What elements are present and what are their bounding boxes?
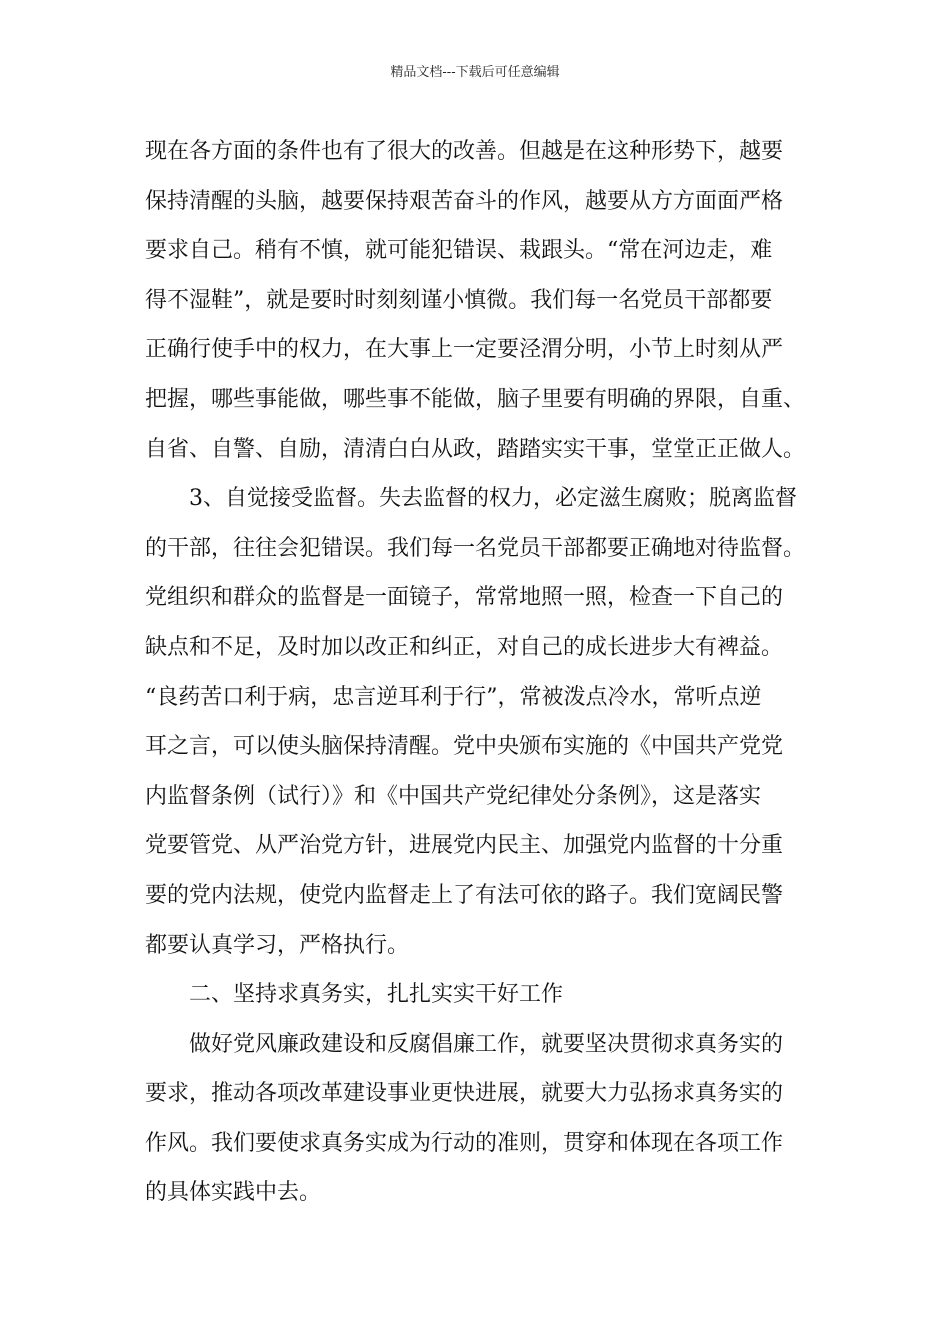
text-line: 缺点和不足，及时加以改正和纠正，对自己的成长进步大有裨益。 — [145, 634, 784, 660]
text-line: 的具体实践中去。 — [145, 1180, 322, 1206]
text-line: 把握，哪些事能做，哪些事不能做，脑子里要有明确的界限，自重、 — [145, 386, 806, 412]
text-line: 作风。我们要使求真务实成为行动的准则，贯穿和体现在各项工作 — [145, 1130, 784, 1156]
document-body — [145, 127, 810, 1218]
text-line: 要求，推动各项改革建设事业更快进展，就要大力弘扬求真务实的 — [145, 1081, 784, 1107]
text-line: 的干部，往往会犯错误。我们每一名党员干部都要正确地对待监督。 — [145, 535, 806, 561]
text-line: 党要管党、从严治党方针，进展党内民主、加强党内监督的十分重 — [145, 833, 784, 859]
paragraph-start-line: 3、自觉接受监督。失去监督的权力，必定滋生腐败；脱离监督 — [189, 486, 797, 512]
text-line: 要求自己。稍有不慎，就可能犯错误、栽跟头。“常在河边走，难 — [145, 238, 773, 264]
text-line: 保持清醒的头脑，越要保持艰苦奋斗的作风，越要从方方面面严格 — [145, 188, 784, 214]
text-line: 正确行使手中的权力，在大事上一定要泾渭分明，小节上时刻从严 — [145, 337, 784, 363]
text-line: 党组织和群众的监督是一面镜子，常常地照一照，检查一下自己的 — [145, 585, 784, 611]
text-line: 内监督条例（试行）》和《中国共产党纪律处分条例》，这是落实 — [145, 783, 762, 809]
paragraph-start-line: 做好党风廉政建设和反腐倡廉工作，就要坚决贯彻求真务实的 — [189, 1031, 784, 1057]
text-line: 现在各方面的条件也有了很大的改善。但越是在这种形势下，越要 — [145, 139, 784, 164]
text-line: 都要认真学习，严格执行。 — [145, 932, 410, 958]
text-line: 得不湿鞋”，就是要时时刻刻谨小慎微。我们每一名党员干部都要 — [145, 287, 773, 313]
text-line: 耳之言，可以使头脑保持清醒。党中央颁布实施的《中国共产党党 — [145, 734, 784, 760]
section-heading: 二、坚持求真务实，扎扎实实干好工作 — [189, 982, 564, 1008]
text-line: “良药苦口利于病，忠言逆耳利于行”，常被泼点冷水，常听点逆 — [145, 684, 762, 710]
text-line: 要的党内法规，使党内监督走上了有法可依的路子。我们宽阔民警 — [145, 882, 784, 908]
text-line: 自省、自警、自励，清清白白从政，踏踏实实干事，堂堂正正做人。 — [145, 436, 806, 462]
page-header: 精品文档---下载后可任意编辑 — [390, 65, 560, 80]
